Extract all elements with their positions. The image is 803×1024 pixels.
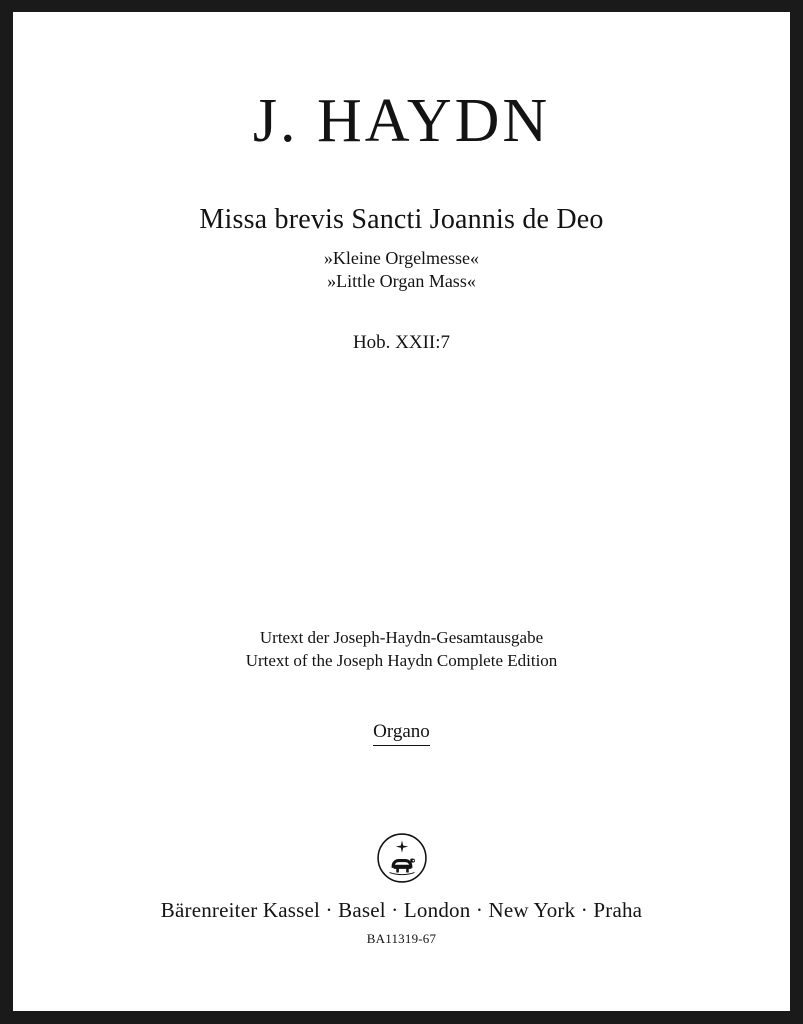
work-title: Missa brevis Sancti Joannis de Deo [199, 204, 604, 235]
composer-name: J. HAYDN [252, 87, 551, 155]
catalog-number: Hob. XXII:7 [352, 332, 451, 353]
work-subtitle-english: »Little Organ Mass« [327, 271, 476, 291]
part-designation: Organo [373, 721, 430, 746]
publisher-line: Bärenreiter Kassel · Basel · London · New York · Praha [160, 898, 643, 922]
edition-statement-english: Urtext of the Joseph Haydn Complete Edition [245, 651, 558, 671]
work-subtitle-german: »Kleine Orgelmesse« [323, 248, 480, 268]
order-number: BA11319-67 [366, 931, 437, 946]
cover-sheet [13, 12, 790, 1011]
edition-statement-german: Urtext der Joseph-Haydn-Gesamtausgabe [259, 628, 544, 648]
part-designation-wrap [373, 673, 430, 746]
edition-statement [246, 627, 558, 673]
baerenreiter-bear-logo-icon [376, 832, 428, 884]
